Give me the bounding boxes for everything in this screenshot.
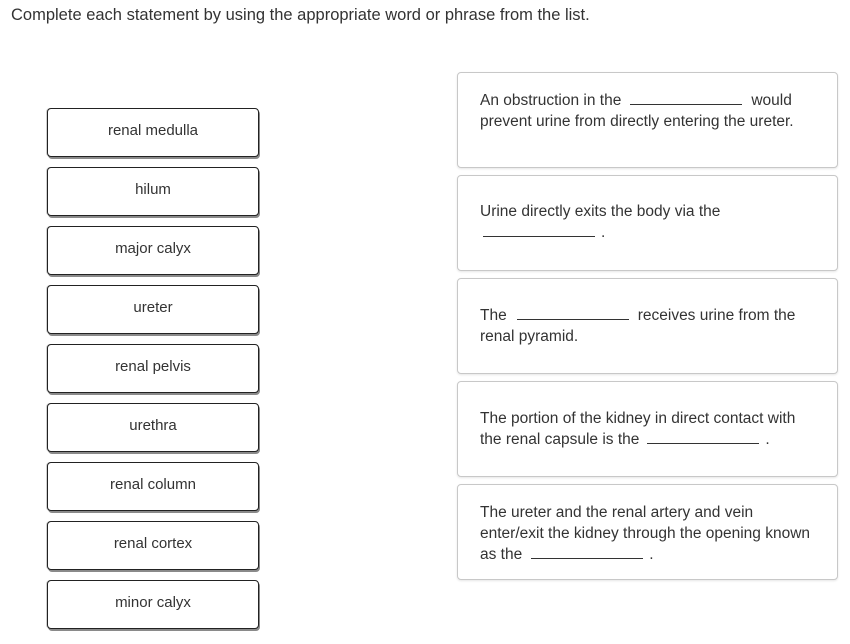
statement-1-blank[interactable] (630, 90, 742, 105)
word-bank (47, 108, 261, 639)
statement-list (457, 72, 838, 587)
statement-2-before: Urine directly exits the body via the (480, 203, 721, 220)
statement-5-after: . (649, 546, 654, 563)
statement-2-blank[interactable] (483, 222, 595, 237)
word-tile-hilum[interactable]: hilum (47, 167, 259, 216)
word-tile-renal-medulla[interactable]: renal medulla (47, 108, 259, 157)
statement-3-blank[interactable] (517, 305, 629, 320)
statement-5 (457, 484, 838, 580)
statement-1-before: An obstruction in the (480, 92, 622, 109)
word-tile-ureter[interactable]: ureter (47, 285, 259, 334)
statement-4-blank[interactable] (647, 429, 759, 444)
statement-5-before: The ureter and the renal artery and vein enter/exit the kidney through the opening known as the (480, 504, 811, 563)
statement-1-after: would prevent urine from directly entering the ureter. (480, 92, 794, 130)
statement-4-before: The portion of the kidney in direct contact with the renal capsule is the (480, 410, 796, 448)
statement-3 (457, 278, 838, 374)
word-tile-major-calyx[interactable]: major calyx (47, 226, 259, 275)
word-tile-renal-pelvis[interactable]: renal pelvis (47, 344, 259, 393)
statement-2-after: . (601, 224, 606, 241)
statement-1 (457, 72, 838, 168)
statement-2 (457, 175, 838, 271)
word-tile-urethra[interactable]: urethra (47, 403, 259, 452)
statement-5-blank[interactable] (531, 544, 643, 559)
statement-3-after: receives urine from the renal pyramid. (480, 307, 796, 345)
word-tile-minor-calyx[interactable]: minor calyx (47, 580, 259, 629)
instructions-text: Complete each statement by using the appropriate word or phrase from the list. (11, 6, 590, 24)
statement-4-after: . (765, 431, 770, 448)
word-tile-renal-cortex[interactable]: renal cortex (47, 521, 259, 570)
statement-4 (457, 381, 838, 477)
statement-3-before: The (480, 307, 507, 324)
word-tile-renal-column[interactable]: renal column (47, 462, 259, 511)
